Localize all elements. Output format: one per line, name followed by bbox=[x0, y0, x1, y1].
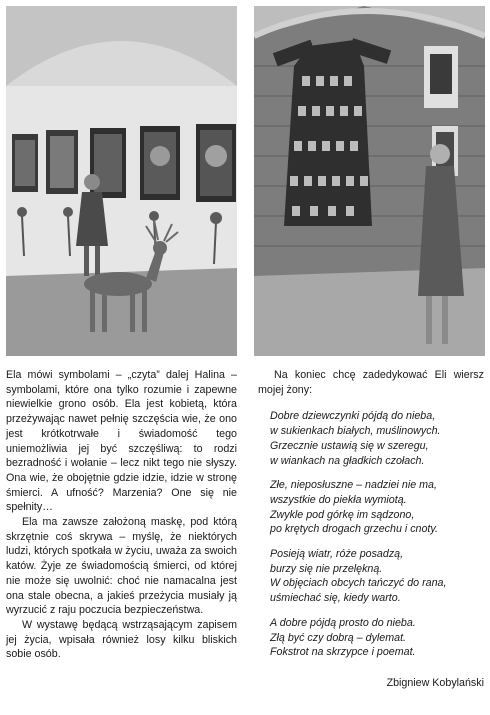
poem-intro: Na koniec chcę zadedykować Eli wiersz mojej żony: bbox=[258, 369, 484, 396]
article-right-column bbox=[258, 368, 484, 691]
poem-line: wszystkie do piekła wymiotą. bbox=[270, 493, 407, 506]
poem-stanza-2 bbox=[270, 478, 484, 537]
poem-line: Złe, nieposłuszne – nadziei nie ma, bbox=[270, 479, 437, 492]
paragraph-1: Ela mówi symbolami – „czyta” dalej Halina – symbolami, które ona tylko rozumie i zapewne niewielkie grono osób. Ela jest kobietą, która przeżywając nawet pełnię szczęścia wie, że ono jest krótkotrwałe i świadomość tego uniemożliwia jej być szczęśliwą: to rodzi bezradność i wołanie – lecz nikt tego nie słyszy. Ona wie, że obojętnie gdzie idzie, idzie w stronę śmierci. A ufność? Marzenia? One się nie spełnity… bbox=[6, 369, 237, 514]
poem-stanza-1 bbox=[270, 409, 484, 468]
poem-stanza-4 bbox=[270, 616, 484, 660]
poem-line: Złą być czy dobrą – dylemat. bbox=[270, 631, 407, 644]
photo-gallery-left bbox=[6, 6, 237, 356]
paragraph-2: Ela ma zawsze założoną maskę, pod którą skrzętnie coś skrywa – myślę, że niektórych ludzi, których spotkała w życiu, uważa za swoich katów. Żyje ze świadomością śmierci, od której nie może się uwolnić: choć nie namacalna jest ona stale obecna, a jakieś przeżycia musiały ją wyrzucić z raju poczucia bezpieczeństwa. bbox=[6, 516, 237, 617]
poem-line: Fokstrot na skrzypce i poemat. bbox=[270, 646, 416, 659]
paragraph-3: W wystawę będącą wstrząsającym zapisem jej życia, wpisała również losy kilku bliskich sobie osób. bbox=[6, 618, 237, 661]
poem-line: Zwykle pod górkę im sądzono, bbox=[270, 508, 415, 521]
author-signature: Zbigniew Kobylański bbox=[386, 676, 484, 689]
poem-stanza-3 bbox=[270, 547, 484, 606]
photo-gallery-right bbox=[254, 6, 485, 356]
poem-line: uśmiechać się, kiedy warto. bbox=[270, 592, 401, 605]
poem-line: po krętych drogach grzechu i cnoty. bbox=[270, 523, 438, 536]
poem-line: Grzecznie ustawią się w szeregu, bbox=[270, 439, 429, 452]
gallery-photo-image bbox=[6, 6, 237, 356]
poem-line: Dobre dziewczynki pójdą do nieba, bbox=[270, 410, 436, 423]
gallery-photo-image bbox=[254, 6, 485, 356]
article-left-column bbox=[6, 368, 237, 662]
poem-line: w wiankach na gładkich czołach. bbox=[270, 454, 425, 467]
poem-line: W objęciach obcych tańczyć do rana, bbox=[270, 577, 447, 590]
poem-line: A dobre pójdą prosto do nieba. bbox=[270, 616, 416, 629]
poem-line: burzy się nie przelękną. bbox=[270, 562, 383, 575]
poem-line: Posieją wiatr, róże posadzą, bbox=[270, 548, 404, 561]
poem-line: w sukienkach białych, muślinowych. bbox=[270, 425, 441, 438]
